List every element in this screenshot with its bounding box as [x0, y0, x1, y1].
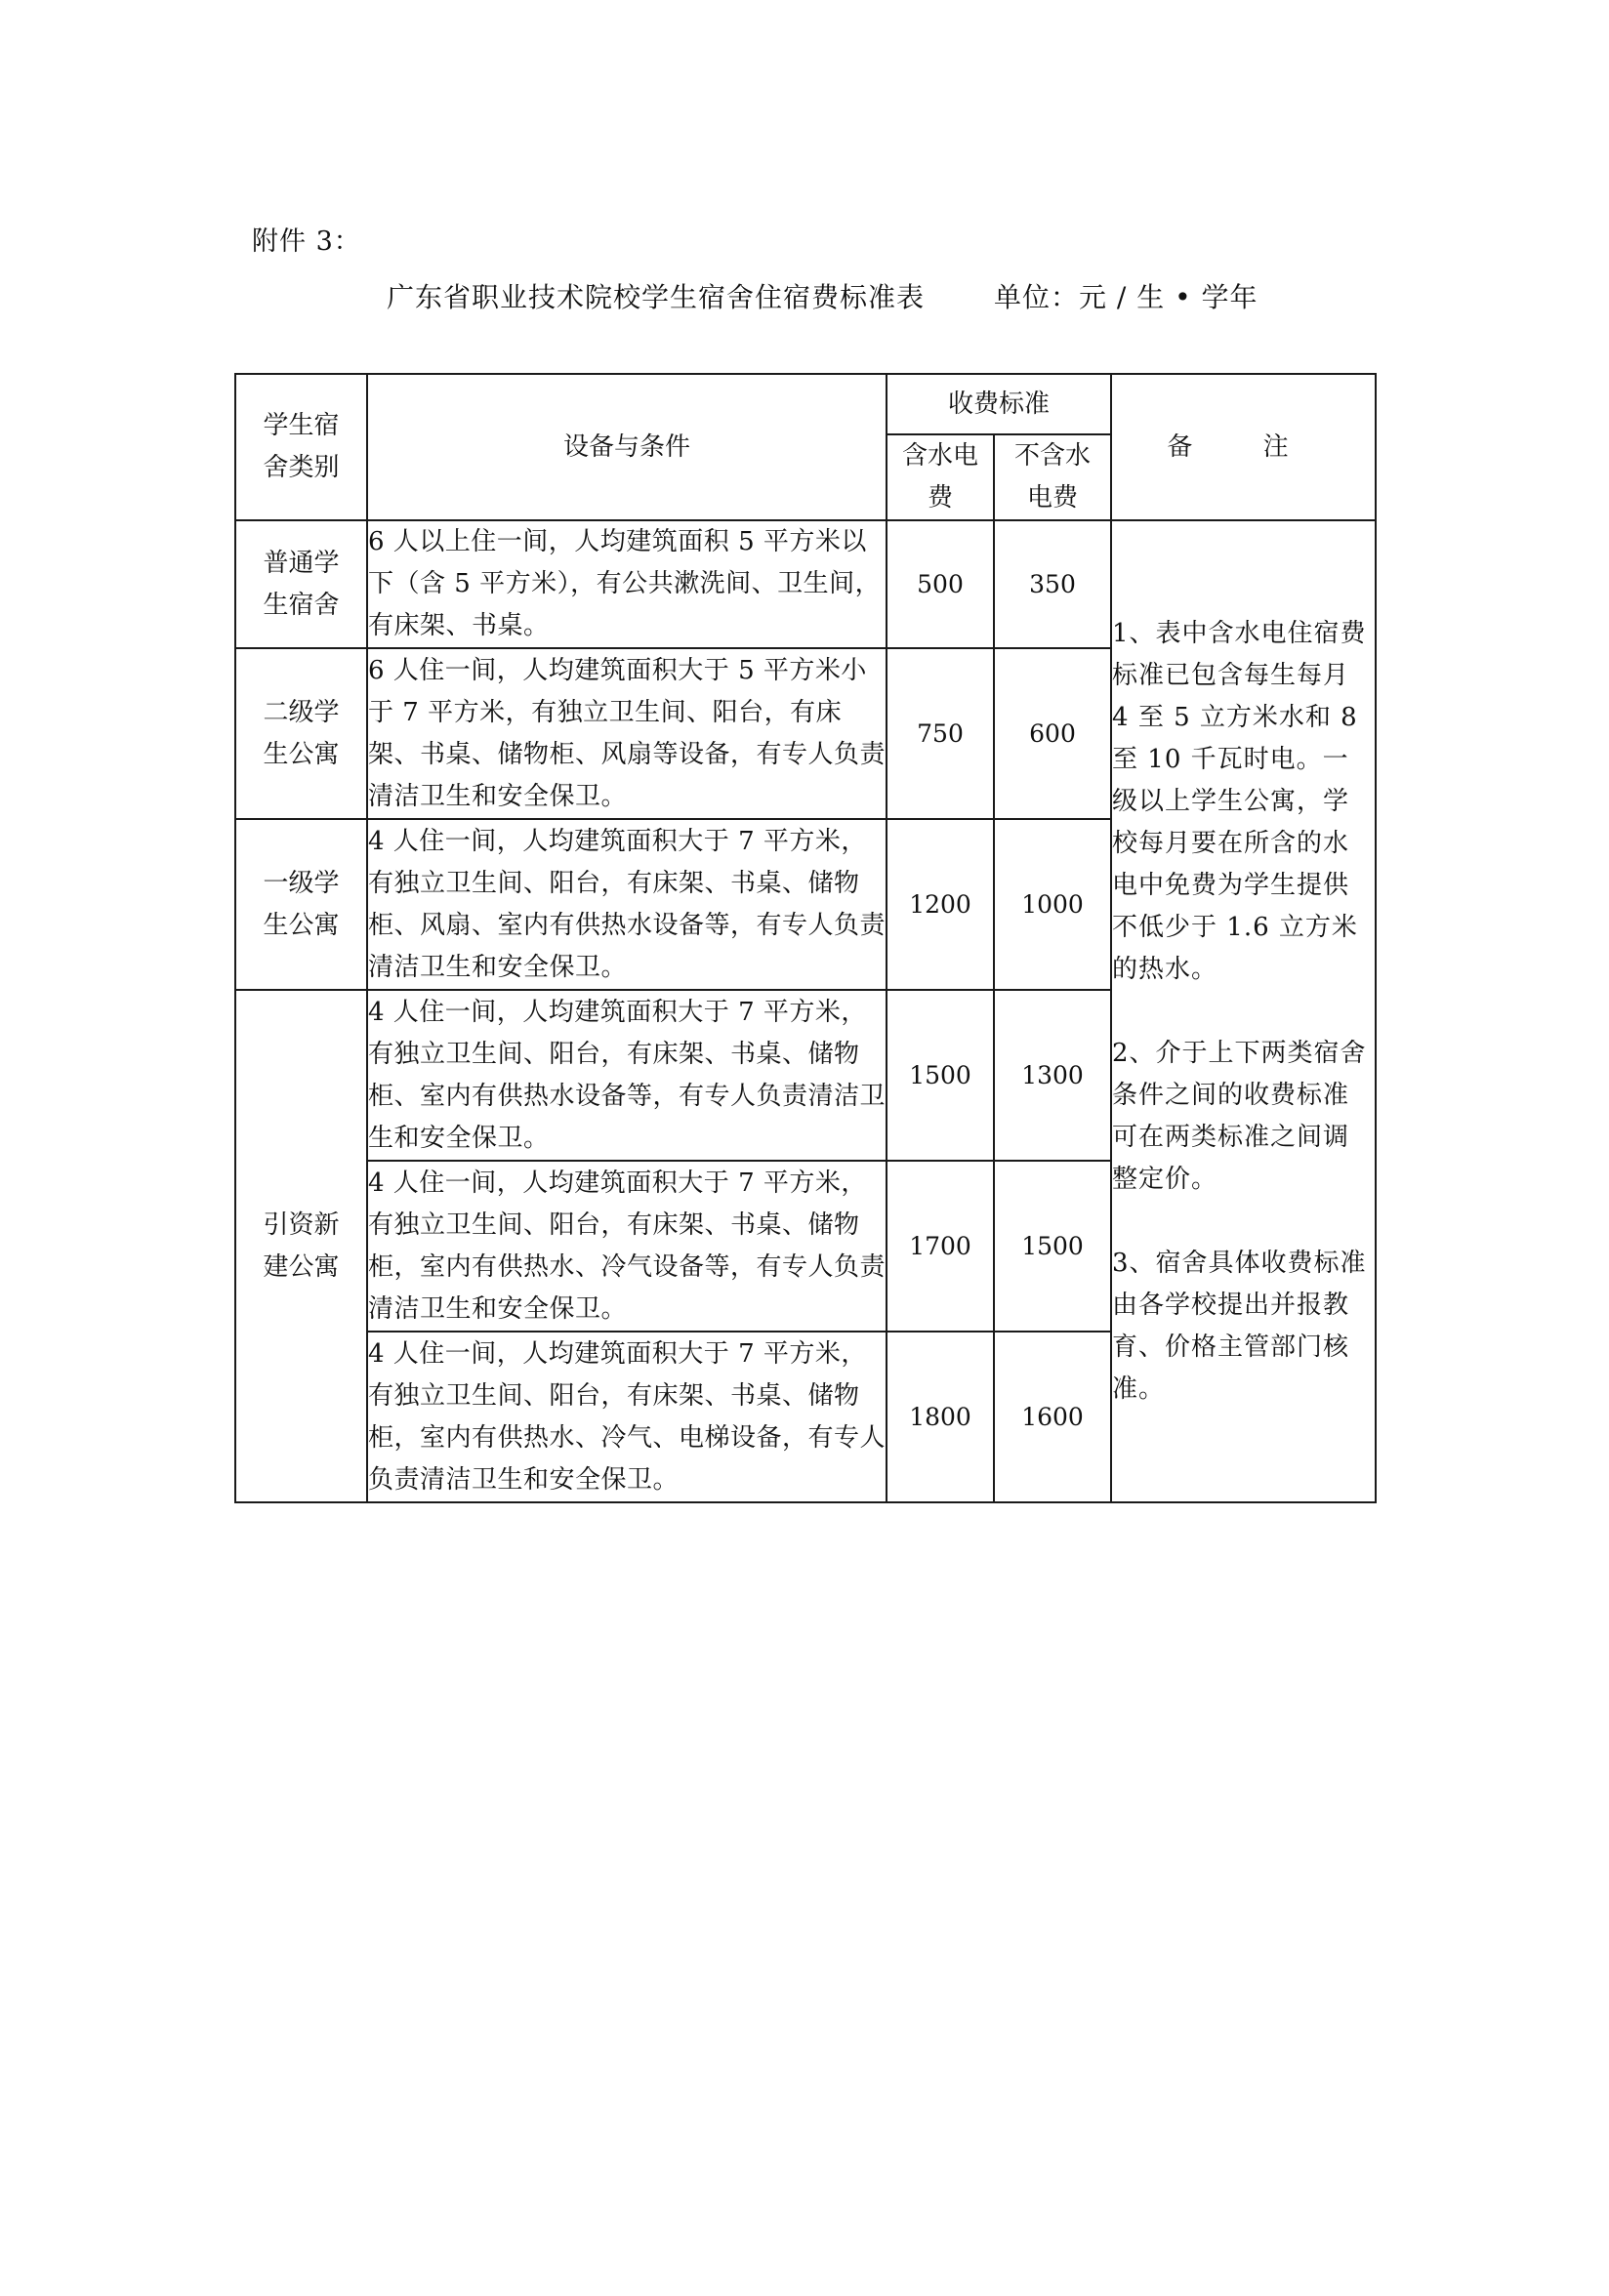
- header-remarks-label: 备 注: [1167, 431, 1320, 462]
- row-conditions-cell: [367, 990, 887, 1161]
- header-type: [235, 374, 367, 520]
- table-row: [235, 520, 1376, 648]
- row-conditions: 4 人住一间，人均建筑面积大于 7 平方米，有独立卫生间、阳台，有床架、书桌、储物柜，室内有供热水、冷气设备等，有专人负责清洁卫生和安全保卫。: [368, 1168, 887, 1324]
- row-conditions: 6 人住一间，人均建筑面积大于 5 平方米小于 7 平方米，有独立卫生间、阳台，有床架、书桌、储物柜、风扇等设备，有专人负责清洁卫生和安全保卫。: [368, 655, 887, 811]
- header-fee-standard-label: 收费标准: [948, 389, 1051, 419]
- row-without-utilities: 1300: [1021, 1061, 1084, 1089]
- row-type-cell: [235, 648, 367, 819]
- remark-1: 1、表中含水电住宿费标准已包含每生每月 4 至 5 立方米水和 8 至 10 千瓦时电。一级以上学生公寓，学校每月要在所含的水电中免费为学生提供不低少于 1.6 立方米的热水。: [1112, 618, 1367, 984]
- row-with-utilities: 1200: [909, 890, 971, 919]
- header-fee-standard: [887, 374, 1111, 434]
- row-conditions: 6 人以上住一间，人均建筑面积 5 平方米以下（含 5 平方米），有公共漱洗间、卫生间，有床架、书桌。: [368, 527, 882, 640]
- row-without-utilities: 600: [1029, 719, 1076, 748]
- row-type: 二级学生公寓: [263, 697, 340, 769]
- header-conditions: [367, 374, 887, 520]
- attachment-label: 附件 3：: [252, 226, 361, 257]
- document-title: 广东省职业技术院校学生宿舍住宿费标准表: [387, 281, 926, 313]
- header-without-utilities: [994, 434, 1111, 520]
- fee-standard-table: [234, 373, 1377, 1503]
- row-with-utilities: 750: [917, 719, 964, 748]
- row-with-utilities-cell: [887, 520, 994, 648]
- unit-label: 单位：元 / 生 • 学年: [994, 281, 1258, 313]
- row-type-cell: [235, 520, 367, 648]
- row-type: 引资新建公寓: [263, 1210, 340, 1282]
- row-without-utilities-cell: [994, 648, 1111, 819]
- remark-2: 2、介于上下两类宿舍条件之间的收费标准可在两类标准之间调整定价。: [1112, 1038, 1367, 1194]
- header-with-utilities: [887, 434, 994, 520]
- row-type-cell: [235, 819, 367, 990]
- row-without-utilities-cell: [994, 1332, 1111, 1502]
- row-conditions-cell: [367, 648, 887, 819]
- header-conditions-label: 设备与条件: [562, 431, 690, 462]
- header-row: [235, 374, 1376, 434]
- row-with-utilities-cell: [887, 1161, 994, 1332]
- row-without-utilities-cell: [994, 1161, 1111, 1332]
- row-with-utilities-cell: [887, 990, 994, 1161]
- row-type: 普通学生宿舍: [263, 548, 340, 620]
- row-with-utilities-cell: [887, 1332, 994, 1502]
- row-with-utilities-cell: [887, 648, 994, 819]
- header-remarks: [1111, 374, 1376, 520]
- row-without-utilities-cell: [994, 990, 1111, 1161]
- row-without-utilities: 350: [1029, 570, 1076, 598]
- remark-3: 3、宿舍具体收费标准由各学校提出并报教育、价格主管部门核准。: [1112, 1248, 1367, 1404]
- header-type-label: 学生宿舍类别: [263, 411, 340, 482]
- row-type: 一级学生公寓: [263, 868, 340, 940]
- row-conditions: 4 人住一间，人均建筑面积大于 7 平方米，有独立卫生间、阳台，有床架、书桌、储物柜，室内有供热水、冷气、电梯设备，有专人负责清洁卫生和安全保卫。: [368, 1338, 887, 1495]
- row-without-utilities: 1000: [1021, 890, 1084, 919]
- row-conditions: 4 人住一间，人均建筑面积大于 7 平方米，有独立卫生间、阳台，有床架、书桌、储物柜、风扇、室内有供热水设备等，有专人负责清洁卫生和安全保卫。: [368, 826, 887, 982]
- row-with-utilities: 1800: [909, 1403, 971, 1431]
- row-type-cell: [235, 990, 367, 1502]
- header-with-utilities-label: 含水电费: [901, 441, 978, 512]
- header-without-utilities-label: 不含水电费: [1014, 441, 1092, 512]
- row-conditions-cell: [367, 1332, 887, 1502]
- row-without-utilities-cell: [994, 520, 1111, 648]
- row-without-utilities-cell: [994, 819, 1111, 990]
- row-conditions-cell: [367, 1161, 887, 1332]
- row-without-utilities: 1500: [1021, 1232, 1084, 1260]
- row-with-utilities-cell: [887, 819, 994, 990]
- row-with-utilities: 1500: [909, 1061, 971, 1089]
- row-with-utilities: 1700: [909, 1232, 971, 1260]
- remarks-cell: [1111, 520, 1376, 1502]
- row-conditions-cell: [367, 819, 887, 990]
- row-conditions-cell: [367, 520, 887, 648]
- row-conditions: 4 人住一间，人均建筑面积大于 7 平方米，有独立卫生间、阳台，有床架、书桌、储物柜、室内有供热水设备等，有专人负责清洁卫生和安全保卫。: [368, 997, 887, 1153]
- row-with-utilities: 500: [917, 570, 964, 598]
- row-without-utilities: 1600: [1021, 1403, 1084, 1431]
